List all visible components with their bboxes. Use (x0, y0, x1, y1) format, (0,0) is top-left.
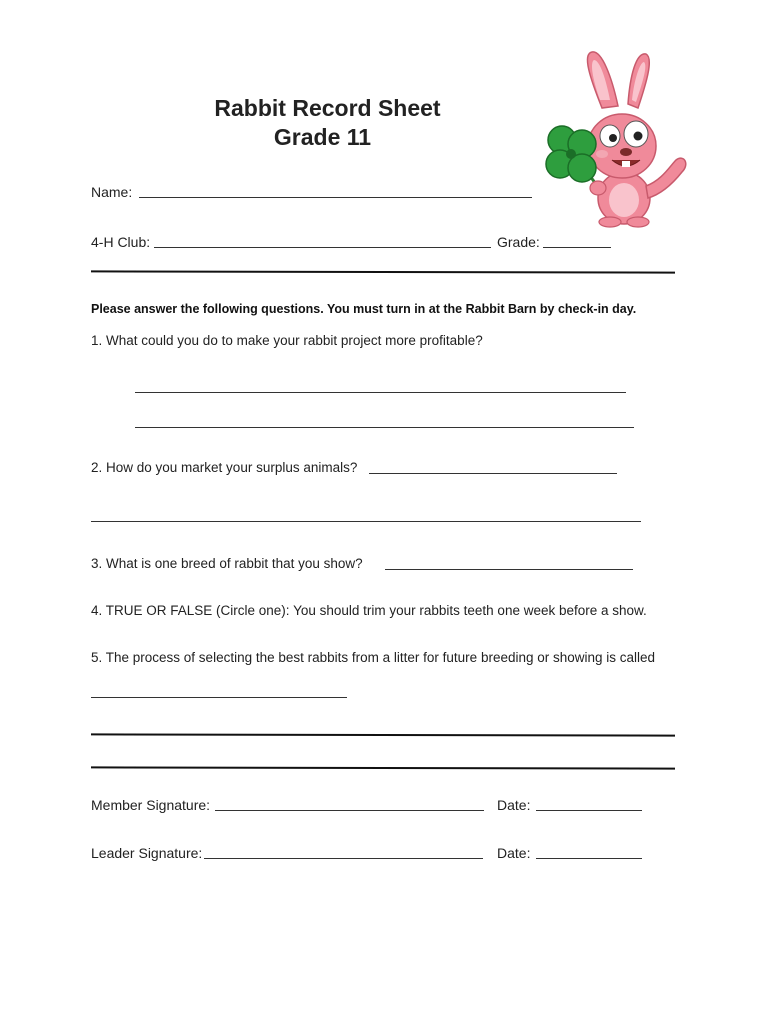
leader-date-label: Date: (497, 845, 531, 861)
question-3: 3. What is one breed of rabbit that you show? (91, 556, 363, 571)
name-label: Name: (91, 184, 133, 200)
member-date-field[interactable] (536, 810, 642, 811)
club-field[interactable] (154, 247, 491, 248)
bunny-with-clover-icon (540, 48, 695, 228)
member-signature-field[interactable] (215, 810, 484, 811)
leader-date-field[interactable] (536, 858, 642, 859)
question-1: 1. What could you do to make your rabbit project more profitable? (91, 333, 483, 348)
answer-1-line-2[interactable] (135, 427, 634, 428)
grade-label: Grade: (497, 234, 540, 250)
page-title: Rabbit Record Sheet (214, 95, 441, 121)
answer-1-line-1[interactable] (135, 392, 626, 393)
question-2: 2. How do you market your surplus animals? (91, 460, 358, 475)
answer-2-inline[interactable] (369, 473, 617, 474)
answer-2-line[interactable] (91, 521, 641, 522)
club-label: 4-H Club: (91, 234, 151, 250)
answer-3-inline[interactable] (385, 569, 633, 570)
question-4: 4. TRUE OR FALSE (Circle one): You should trim your rabbits teeth one week before a show. (91, 603, 647, 618)
instructions-text: Please answer the following questions. You must turn in at the Rabbit Barn by check-in day. (91, 302, 637, 316)
leader-signature-label: Leader Signature: (91, 845, 203, 861)
question-5: 5. The process of selecting the best rabbits from a litter for future breeding or showing is called (91, 650, 656, 665)
page-subtitle: Grade 11 (273, 124, 372, 150)
signature-divider-1 (91, 733, 675, 736)
leader-signature-field[interactable] (204, 858, 483, 859)
grade-field[interactable] (543, 247, 611, 248)
member-date-label: Date: (497, 797, 531, 813)
answer-5-line[interactable] (91, 697, 347, 698)
section-divider (91, 270, 675, 273)
signature-divider-2 (91, 766, 675, 769)
member-signature-label: Member Signature: (91, 797, 211, 813)
name-field[interactable] (139, 197, 532, 198)
